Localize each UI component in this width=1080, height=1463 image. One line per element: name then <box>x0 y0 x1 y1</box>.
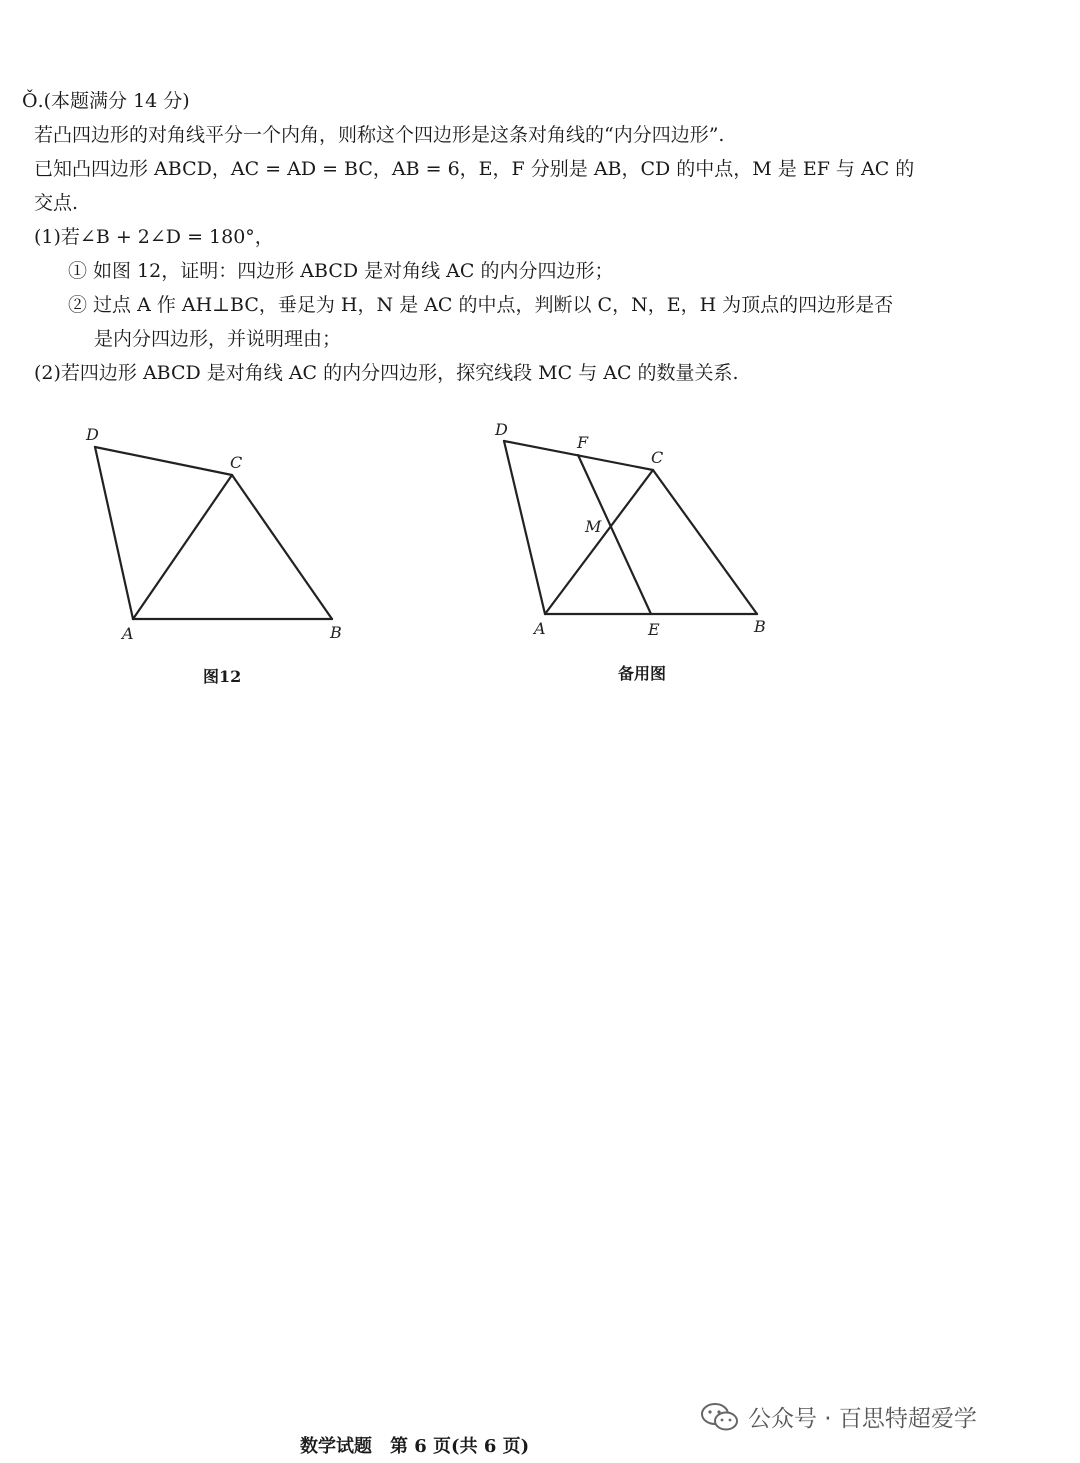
segment-AC <box>545 470 653 614</box>
segment-DA <box>504 441 545 614</box>
figure-spare-diagram <box>490 415 780 645</box>
figure-spare <box>490 415 780 649</box>
segment-CB <box>653 470 757 614</box>
segment-DA <box>95 447 133 619</box>
part1-condition: (1)若∠B + 2∠D = 180°， <box>34 226 274 248</box>
label-A: A <box>122 624 134 643</box>
segment-DC <box>95 447 232 475</box>
problem-given: 已知凸四边形 ABCD，AC = AD = BC，AB = 6，E，F 分别是 AB，CD 的中点，M 是 EF 与 AC 的 <box>34 158 915 180</box>
problem-definition: 若凸四边形的对角线平分一个内角，则称这个四边形是这条对角线的“内分四边形”. <box>34 124 725 146</box>
label-B: B <box>754 617 766 636</box>
label-D: D <box>86 425 99 444</box>
part2-question: (2)若四边形 ABCD 是对角线 AC 的内分四边形，探究线段 MC 与 AC 的数量关系. <box>34 362 739 384</box>
problem-given-cont: 交点. <box>34 192 79 214</box>
part1-question-a: ① 如图 12，证明：四边形 ABCD 是对角线 AC 的内分四边形； <box>68 260 614 282</box>
figure-12 <box>80 420 360 654</box>
label-B: B <box>330 623 342 642</box>
label-M: M <box>585 517 602 536</box>
label-E: E <box>648 620 660 639</box>
segment-AC <box>133 475 232 619</box>
part1-question-b: ② 过点 A 作 AH⊥BC，垂足为 H，N 是 AC 的中点，判断以 C，N，E，H 为顶点的四边形是否 <box>68 294 894 316</box>
watermark <box>700 1400 977 1433</box>
label-D: D <box>495 420 508 439</box>
label-C: C <box>651 448 664 467</box>
problem-header: Ǒ.(本题满分 14 分) <box>22 90 190 112</box>
figure-12-diagram <box>80 420 360 650</box>
wechat-icon <box>700 1401 740 1433</box>
part1-question-b-cont: 是内分四边形，并说明理由； <box>94 328 342 350</box>
label-F: F <box>577 433 589 452</box>
figure-spare-caption: 备用图 <box>618 664 667 683</box>
problem-block <box>22 84 915 390</box>
watermark-text: 公众号 · 百思特超爱学 <box>748 1406 977 1432</box>
segment-CB <box>232 475 332 619</box>
label-A: A <box>534 619 546 638</box>
figure-12-caption: 图12 <box>203 667 242 686</box>
page-footer: 数学试题 第 6 页(共 6 页) <box>300 1436 530 1457</box>
label-C: C <box>230 453 243 472</box>
